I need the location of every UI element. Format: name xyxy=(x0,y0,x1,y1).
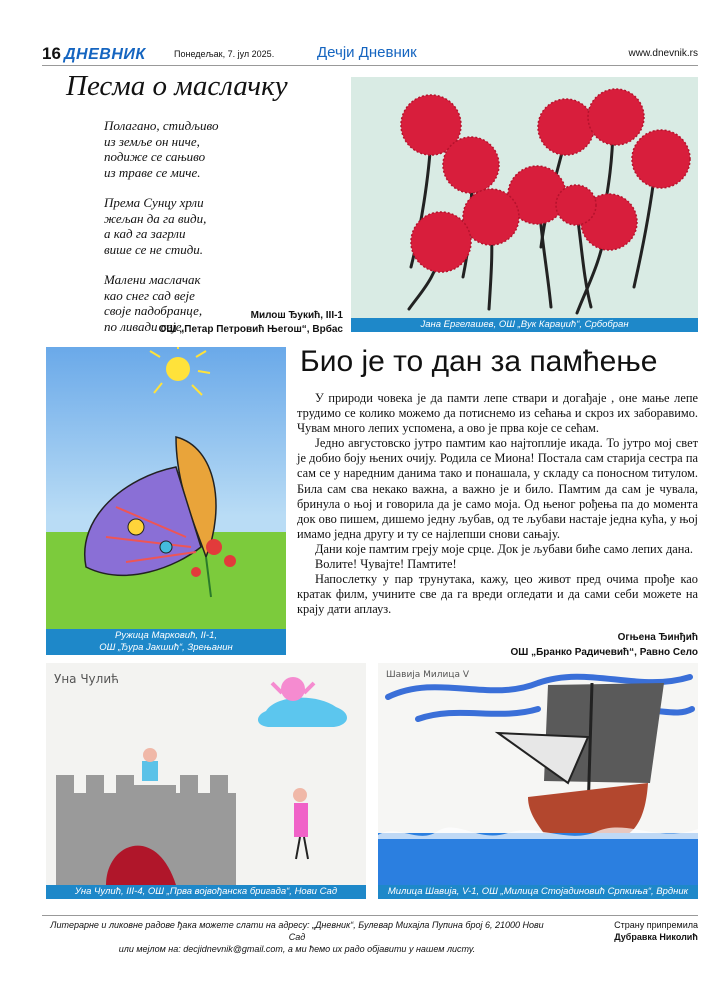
submission-info xyxy=(42,919,552,955)
article-paragraph: Волите! Чувајте! Памтите! xyxy=(315,557,457,572)
flowers-image xyxy=(351,77,698,318)
submission-email[interactable]: или мејлом на: decjidnevnik@gmail.com, а ми ћемо их радо објавити у нашем листу. xyxy=(118,944,476,954)
article-author: Огњена Ђинђић xyxy=(617,632,698,643)
poem-line: по ливади сеје. xyxy=(104,318,185,334)
poem-credit xyxy=(159,309,343,337)
caption-flowers: Јана Ергелашев, ОШ „Вук Караџић“, Србобран xyxy=(351,318,698,332)
section-title: Дечји Дневник xyxy=(317,44,417,61)
poem-line: жељан да га види, xyxy=(104,210,207,226)
article-paragraph: У природи човека је да памти лепе ствари и догађаје , оне мање лепе трудимо се колико можемо да потиснемо из сећања и скроз их заборавимо. Чувам много лепих успомена, а ово је прва које се сећам. xyxy=(297,391,698,436)
article-title: Био је то дан за памћење xyxy=(300,345,658,378)
article-paragraph: Дани које памтим греју моје срце. Док је љубави биће само лепих дана. xyxy=(315,541,694,556)
article-credit xyxy=(511,630,698,660)
caption-butterfly: Ружица Марковић, II-1, ОШ „Ђура Јакшић“, Зрењанин xyxy=(46,629,286,655)
poem-line: Према Сунцу хрли xyxy=(104,195,204,210)
poem-line: своје падобранце, xyxy=(104,303,203,318)
poem-line: више се не стиди. xyxy=(104,241,204,257)
butterfly-image xyxy=(46,347,286,629)
newspaper-logo[interactable]: ДНЕВНИК xyxy=(64,46,146,63)
article-body xyxy=(297,391,698,617)
page-header xyxy=(42,42,698,66)
castle-image xyxy=(46,663,366,885)
ship-drawing xyxy=(378,663,698,885)
ship-signature: Шавија Милица V xyxy=(386,670,470,680)
poem-line: а кад га загрли xyxy=(104,226,186,241)
page-number: 16 xyxy=(42,44,61,63)
poem-stanza xyxy=(104,195,304,257)
poem-author: Милош Ђукић, III-1 xyxy=(250,310,343,321)
poem-title: Песма о маслачку xyxy=(66,70,288,102)
editor-name: Дубравка Николић xyxy=(614,932,698,942)
website-link[interactable]: www.dnevnik.rs xyxy=(628,48,698,59)
article-paragraph: Једно августовско јутро памтим као најтоплије икада. То јутро мој свет је добио боју њених очију. Родила се Миона! Постала сам старија сестра па сам се у наредним данима тако и понашала, у складу са поносном титулом. Била сам сва некако важна, а важно је и било. Памтим да сам је чувала, бринула о њој и говорила да је само моја. Од њеног рођења па до момента док ово пишем, дишемо једну љубав, од те љубави настаје једна кућа, у њој имамо једна другу и ту се најлепши снови сањају. xyxy=(297,436,698,541)
poem-stanza xyxy=(104,118,304,180)
poem-line: као снег сад веје xyxy=(104,287,195,303)
poem-school: ОШ „Петар Петровић Његош“, Врбас xyxy=(158,324,343,335)
castle-signature: Уна Чулић xyxy=(54,672,119,686)
poem-line: Малени маслачак xyxy=(104,272,201,287)
flowers-painting xyxy=(351,77,698,318)
ship-image xyxy=(378,663,698,885)
castle-drawing xyxy=(46,663,366,885)
issue-date: Понедељак, 7. јул 2025. xyxy=(174,49,275,59)
caption-castle: Уна Чулић, III-4, ОШ „Прва војвођанска бригада“, Нови Сад xyxy=(46,885,366,899)
poem-line: Полагано, стидљиво xyxy=(104,118,219,133)
submission-line: Литерарне и ликовне радове ђака можете слати на адресу: „Дневник“, Булевар Михајла Пупина број 6, 21000 Нови Сад xyxy=(50,920,544,942)
butterfly-painting xyxy=(46,347,286,629)
caption-ship: Милица Шавија, V-1, ОШ „Милица Стојадиновић Српкиња“, Врдник xyxy=(378,885,698,899)
poem-line: из земље он ниче, xyxy=(104,133,200,149)
article-school: ОШ „Бранко Радичевић“, Равно Село xyxy=(510,647,698,658)
poem-line: подиже се сањиво xyxy=(104,149,206,164)
page-footer xyxy=(42,915,698,954)
poem-line: из траве се миче. xyxy=(104,164,201,180)
article-paragraph: Напослетку у пар трунутака, кажу, цео живот пред очима прође као кратак филм, учините све да га вреди огледати и да сами себи можете на крају дати аплауз. xyxy=(297,572,698,617)
editor-credit xyxy=(614,919,698,943)
editor-label: Страну припремила xyxy=(614,920,698,930)
